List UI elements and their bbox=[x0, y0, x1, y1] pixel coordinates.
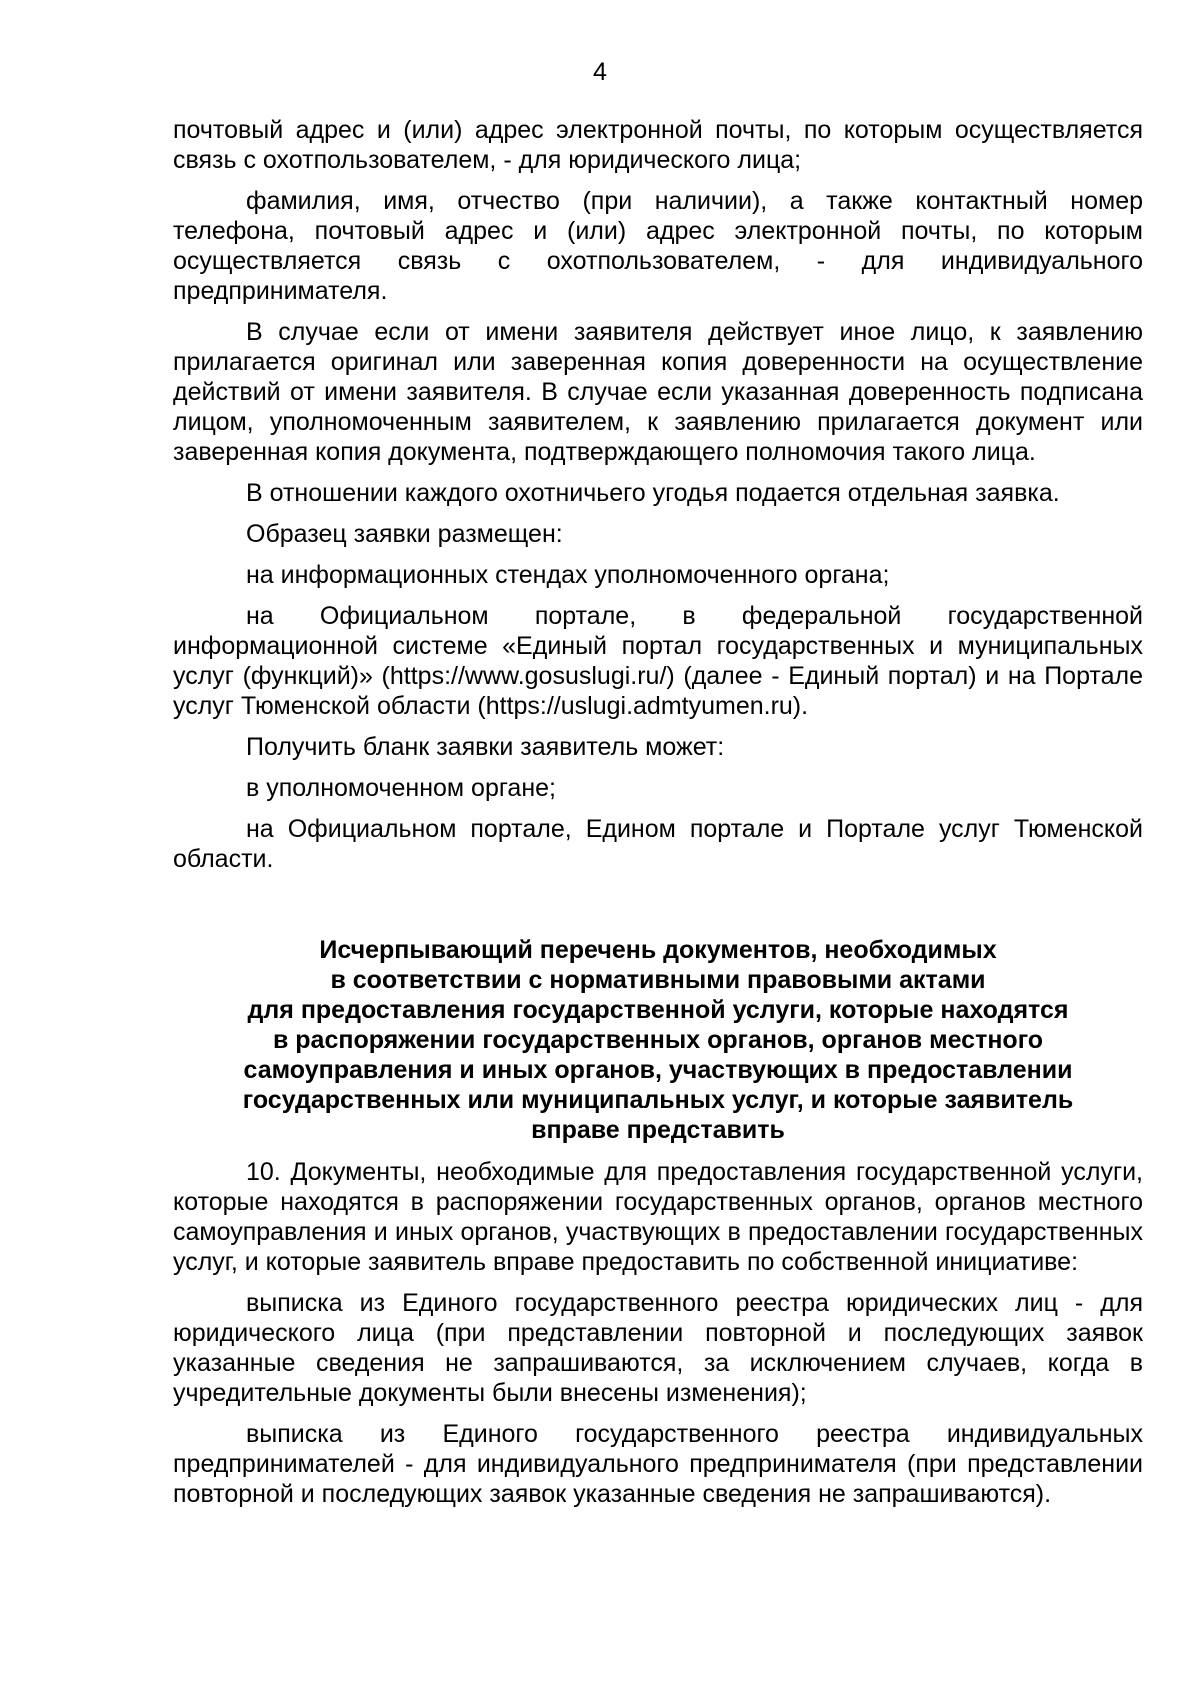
body-paragraph: В случае если от имени заявителя действует иное лицо, к заявлению прилагается оригинал или заверенная копия доверенности на осуществление действий от имени заявителя. В случае если указанная доверенность подписана лицом, уполномоченным заявителем, к заявлению прилагается документ или заверенная копия документа, подтверждающего полномочия такого лица. bbox=[173, 318, 1143, 466]
body-paragraph: выписка из Единого государственного реестра юридических лиц - для юридического лица (при представлении повторной и последующих заявок указанные сведения не запрашиваются, за исключением случаев, когда в учредительные документы были внесены изменения); bbox=[173, 1289, 1143, 1407]
heading-line: вправе представить bbox=[531, 1116, 785, 1144]
body-paragraph: на Официальном портале, в федеральной государственной информационной системе «Единый портал государственных и муниципальных услуг (функций)» (https://www.gosuslugi.ru/) (далее - Единый портал) и на Портале услуг Тюменской области (https://uslugi.admtyumen.ru). bbox=[173, 602, 1143, 720]
body-paragraph: на Официальном портале, Едином портале и Портале услуг Тюменской области. bbox=[173, 815, 1143, 873]
body-paragraph: 10. Документы, необходимые для предоставления государственной услуги, которые находятся в распоряжении государственных органов, органов местного самоуправления и иных органов, участвующих в предоставлении государственных услуг, и которые заявитель вправе предоставить по собственной инициативе: bbox=[173, 1158, 1143, 1276]
body-paragraph: фамилия, имя, отчество (при наличии), а также контактный номер телефона, почтовый адрес и (или) адрес электронной почты, по которым осуществляется связь с охотпользователем, - для индивидуального предпринимателя. bbox=[173, 187, 1143, 305]
heading-line: государственных или муниципальных услуг, и которые заявитель bbox=[242, 1086, 1074, 1114]
heading-line: в распоряжении государственных органов, органов местного bbox=[272, 1026, 1044, 1054]
body-paragraph: в уполномоченном органе; bbox=[246, 774, 556, 802]
section-heading bbox=[173, 935, 1143, 1145]
paragraphs-after-heading bbox=[173, 1157, 1143, 1509]
heading-line: в соответствии с нормативными правовыми актами bbox=[330, 966, 986, 994]
body-paragraph: почтовый адрес и (или) адрес электронной почты, по которым осуществляется связь с охотпользователем, - для юридического лица; bbox=[173, 116, 1143, 174]
body-paragraph: Получить бланк заявки заявитель может: bbox=[246, 733, 725, 761]
page-number: 4 bbox=[593, 58, 607, 86]
body-paragraph: Образец заявки размещен: bbox=[246, 520, 563, 548]
document-body bbox=[173, 115, 1143, 1520]
paragraphs-before-heading bbox=[173, 115, 1143, 874]
body-paragraph: В отношении каждого охотничьего угодья подается отдельная заявка. bbox=[246, 479, 1060, 507]
heading-line: Исчерпывающий перечень документов, необходимых bbox=[319, 936, 997, 964]
body-paragraph: на информационных стендах уполномоченного органа; bbox=[246, 561, 890, 589]
heading-line: самоуправления и иных органов, участвующих в предоставлении bbox=[243, 1056, 1073, 1084]
heading-line: для предоставления государственной услуги, которые находятся bbox=[247, 996, 1069, 1024]
body-paragraph: выписка из Единого государственного реестра индивидуальных предпринимателей - для индивидуального предпринимателя (при представлении повторной и последующих заявок указанные сведения не запрашиваются). bbox=[173, 1420, 1143, 1508]
